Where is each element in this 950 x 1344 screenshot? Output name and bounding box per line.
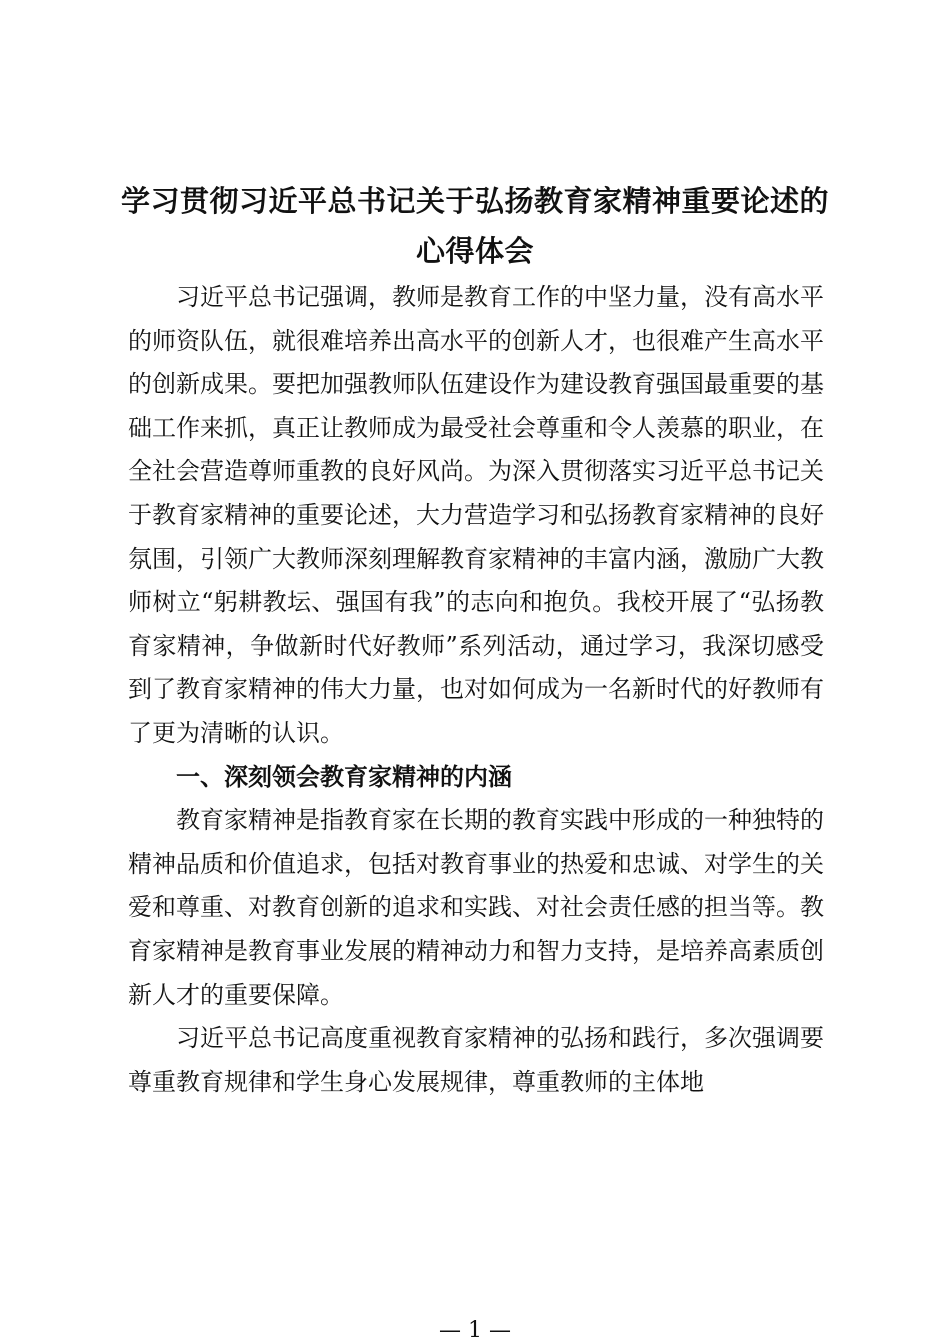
page-number: — 1 — [439,1318,511,1343]
document-body [128,276,824,1104]
section-heading-1: 一、深刻领会教育家精神的内涵 [176,762,512,791]
paragraph-3: 习近平总书记高度重视教育家精神的弘扬和践行，多次强调要尊重教育规律和学生身心发展规律，尊重教师的主体地 [128,1024,824,1096]
paragraph-1: 习近平总书记强调，教师是教育工作的中坚力量，没有高水平的师资队伍，就很难培养出高水平的创新人才，也很难产生高水平的创新成果。要把加强教师队伍建设作为建设教育强国最重要的基础工作来抓，真正让教师成为最受社会尊重和令人羡慕的职业，在全社会营造尊师重教的良好风尚。为深入贯彻落实习近平总书记关于教育家精神的重要论述，大力营造学习和弘扬教育家精神的良好氛围，引领广大教师深刻理解教育家精神的丰富内涵，激励广大教师树立“躬耕教坛、强国有我”的志向和抱负。我校开展了“弘扬教育家精神，争做新时代好教师”系列活动，通过学习，我深切感受到了教育家精神的伟大力量，也对如何成为一名新时代的好教师有了更为清晰的认识。 [128,283,824,747]
document-title [110,176,840,276]
title-line-2: 心得体会 [415,234,534,268]
paragraph-2: 教育家精神是指教育家在长期的教育实践中形成的一种独特的精神品质和价值追求，包括对教育事业的热爱和忠诚、对学生的关爱和尊重、对教育创新的追求和实践、对社会责任感的担当等。教育家精神是教育事业发展的精神动力和智力支持，是培养高素质创新人才的重要保障。 [128,806,824,1009]
title-line-1: 学习贯彻习近平总书记关于弘扬教育家精神重要论述的 [120,184,829,218]
